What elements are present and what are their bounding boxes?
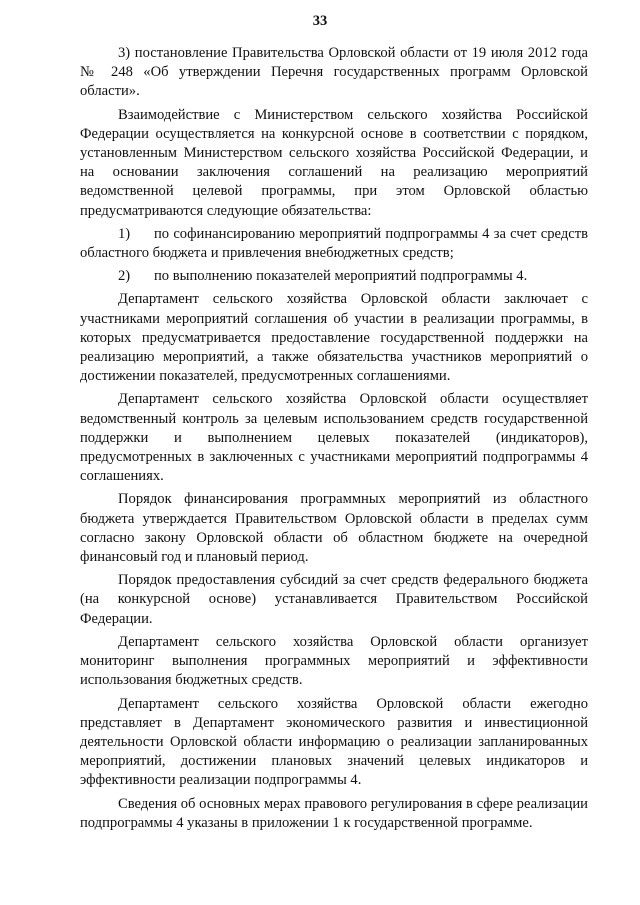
- paragraph: Сведения об основных мерах правового регулирования в сфере реализации подпрограммы 4 указаны в приложении 1 к государственной программе.: [80, 795, 588, 831]
- paragraph: Порядок финансирования программных мероприятий из областного бюджета утверждается Правительством Орловской области в пределах сумм согласно закону Орловской области об областном бюджете на очередной финансовый год и плановый период.: [80, 491, 588, 566]
- list-item-number: 2): [118, 268, 131, 285]
- page-number: 33: [312, 13, 328, 29]
- paragraph: Порядок предоставления субсидий за счет средств федерального бюджета (на конкурсной основе) устанавливается Правительством Российской Федерации.: [80, 572, 588, 627]
- paragraph: Департамент сельского хозяйства Орловской области ежегодно представляет в Департамент экономического развития и инвестиционной деятельности Орловской области информацию о реализации запланированных мероприятий, достижении плановых значений целевых индикаторов и эффективности реализации подпрограммы 4.: [80, 695, 588, 789]
- list-item: [80, 225, 588, 263]
- document-body: [80, 44, 588, 837]
- list-item-number: 1): [118, 225, 131, 242]
- paragraph: Департамент сельского хозяйства Орловской области организует мониторинг выполнения программных мероприятий и эффективности использования бюджетных средств.: [80, 633, 588, 689]
- list-item-text: по выполнению показателей мероприятий подпрограммы 4.: [154, 268, 528, 285]
- paragraph: Департамент сельского хозяйства Орловской области осуществляет ведомственный контроль за целевым использованием средств государственной поддержки и выполнением целевых показателей (индикаторов), предусмотренных в заключенных с участниками мероприятий подпрограммы 4 соглашениях.: [80, 391, 588, 485]
- list-item: [80, 267, 588, 286]
- paragraph: Департамент сельского хозяйства Орловской области заключает с участниками мероприятий соглашения об участии в реализации программы, в которых предусматривается предоставление государственной поддержки на реализацию мероприятий, а также обязательства участников мероприятий о достижении показателей, предусмотренных соглашениями.: [80, 291, 588, 385]
- list-item-text: по софинансированию мероприятий подпрограммы 4 за счет средств областного бюджета и привлечения внебюджетных средств;: [80, 225, 588, 262]
- paragraph: 3) постановление Правительства Орловской области от 19 июля 2012 года № 248 «Об утверждении Перечня государственных программ Орловской области».: [80, 45, 588, 100]
- paragraph: Взаимодействие с Министерством сельского хозяйства Российской Федерации осуществляется на конкурсной основе в соответствии с порядком, установленным Министерством сельского хозяйства Российской Федерации, и на основании заключения соглашений на реализацию мероприятий ведомственной целевой программы, при этом Орловской областью предусматриваются следующие обязательства:: [80, 106, 588, 219]
